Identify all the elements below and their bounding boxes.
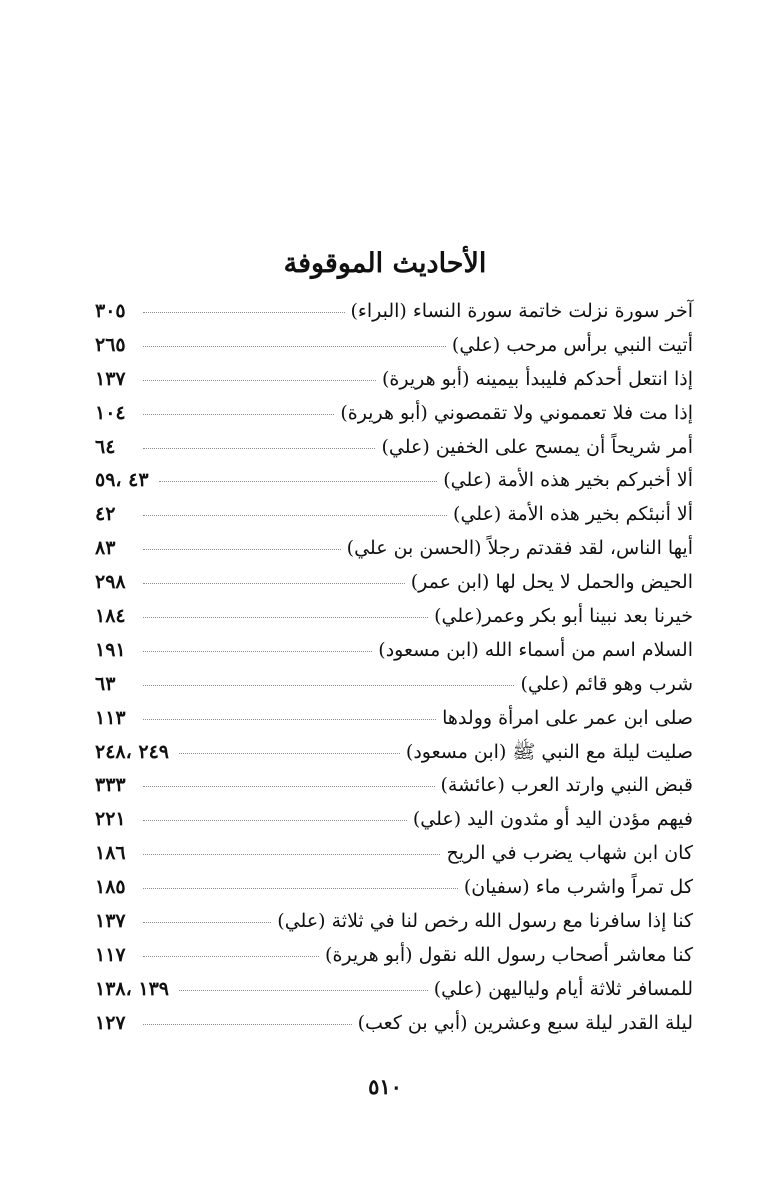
entry-text: كل تمراً واشرب ماء (سفيان) bbox=[463, 876, 693, 899]
entry-text: أتيت النبي برأس مرحب (علي) bbox=[451, 333, 693, 356]
entry-page-numbers: ١٩١ bbox=[95, 638, 126, 661]
dot-leader bbox=[179, 753, 400, 754]
entry-text: للمسافر ثلاثة أيام ولياليهن (علي) bbox=[433, 977, 693, 1000]
entry-page-numbers: ٦٤ bbox=[95, 435, 116, 458]
index-entry bbox=[95, 363, 693, 397]
entry-page-numbers: ٢٦٥ bbox=[95, 333, 126, 356]
dot-leader bbox=[143, 312, 345, 313]
index-entry bbox=[95, 431, 693, 465]
index-entry bbox=[95, 566, 693, 600]
dot-leader bbox=[143, 820, 407, 821]
entry-page-numbers: ١٢٧ bbox=[95, 1011, 126, 1034]
entry-text: إذا مت فلا تعمموني ولا تقمصوني (أبو هريرة) bbox=[340, 401, 693, 424]
page-number: ٥١٠ bbox=[368, 1074, 402, 1099]
entry-page-numbers: ٨٣ bbox=[95, 537, 116, 560]
index-entry bbox=[95, 498, 693, 532]
dot-leader bbox=[143, 922, 271, 923]
dot-leader bbox=[179, 990, 428, 991]
entry-page-numbers: ١٨٥ bbox=[95, 876, 126, 899]
entry-page-numbers: ١١٧ bbox=[95, 943, 126, 966]
entry-text: أمر شريحاً أن يمسح على الخفين (علي) bbox=[381, 435, 693, 458]
index-entry bbox=[95, 736, 693, 770]
entry-text: خيرنا بعد نبينا أبو بكر وعمر(علي) bbox=[434, 605, 693, 628]
dot-leader bbox=[143, 617, 428, 618]
index-entry bbox=[95, 295, 693, 329]
entry-text: كنا إذا سافرنا مع رسول الله رخص لنا في ثلاثة (علي) bbox=[277, 910, 693, 933]
entry-text: إذا انتعل أحدكم فليبدأ بيمينه (أبو هريرة) bbox=[382, 367, 693, 390]
dot-leader bbox=[143, 583, 405, 584]
dot-leader bbox=[143, 786, 435, 787]
entry-text: فيهم مؤدن اليد أو مثدون اليد (علي) bbox=[412, 808, 693, 831]
entry-text: أيها الناس، لقد فقدتم رجلاً (الحسن بن علي) bbox=[346, 537, 693, 560]
entry-text: ليلة القدر ليلة سبع وعشرين (أبي بن كعب) bbox=[357, 1011, 693, 1034]
entry-text: كان ابن شهاب يضرب في الريح bbox=[446, 842, 693, 865]
dot-leader bbox=[143, 1024, 352, 1025]
index-entry bbox=[95, 397, 693, 431]
dot-leader bbox=[143, 888, 458, 889]
index-entry bbox=[95, 973, 693, 1007]
entry-text: الحيض والحمل لا يحل لها (ابن عمر) bbox=[410, 571, 693, 594]
dot-leader bbox=[143, 448, 375, 449]
index-entry bbox=[95, 702, 693, 736]
entry-text: كنا معاشر أصحاب رسول الله نقول (أبو هريرة) bbox=[325, 943, 693, 966]
entry-page-numbers: ٢٩٨ bbox=[95, 571, 126, 594]
entry-page-numbers: ١٨٦ bbox=[95, 842, 126, 865]
dot-leader bbox=[143, 956, 319, 957]
dot-leader bbox=[143, 346, 446, 347]
section-title: الأحاديث الموقوفة bbox=[283, 248, 487, 279]
entry-page-numbers: ٣٠٥ bbox=[95, 300, 126, 322]
dot-leader bbox=[159, 481, 438, 482]
dot-leader bbox=[143, 854, 440, 855]
dot-leader bbox=[143, 549, 341, 550]
dot-leader bbox=[143, 719, 436, 720]
entry-page-numbers: ٣٣٣ bbox=[95, 774, 126, 797]
index-entry bbox=[95, 871, 693, 905]
entry-text: صليت ليلة مع النبي ﷺ (ابن مسعود) bbox=[405, 740, 693, 763]
entry-text: آخر سورة نزلت خاتمة سورة النساء (البراء) bbox=[350, 300, 693, 322]
index-entry bbox=[95, 939, 693, 973]
entry-page-numbers: ١٠٤ bbox=[95, 401, 126, 424]
entry-text: ألا أنبئكم بخير هذه الأمة (علي) bbox=[453, 503, 693, 526]
entry-page-numbers: ١٣٧ bbox=[95, 367, 126, 390]
index-entry bbox=[95, 464, 693, 498]
index-entry bbox=[95, 634, 693, 668]
entry-page-numbers: ٢٤٩ ،٢٤٨ bbox=[95, 740, 169, 763]
entry-page-numbers: ١١٣ bbox=[95, 706, 126, 729]
entry-text: شرب وهو قائم (علي) bbox=[520, 672, 693, 695]
index-entry bbox=[95, 532, 693, 566]
entry-text: ألا أخبركم بخير هذه الأمة (علي) bbox=[443, 469, 693, 492]
entry-page-numbers: ٢٢١ bbox=[95, 808, 126, 831]
index-entry bbox=[95, 803, 693, 837]
entry-text: صلى ابن عمر على امرأة وولدها bbox=[442, 706, 693, 729]
dot-leader bbox=[143, 414, 334, 415]
index-entry bbox=[95, 1007, 693, 1041]
hadith-index-list bbox=[95, 295, 693, 1041]
dot-leader bbox=[143, 380, 376, 381]
entry-text: قبض النبي وارتد العرب (عائشة) bbox=[440, 774, 693, 797]
dot-leader bbox=[143, 515, 447, 516]
index-entry bbox=[95, 769, 693, 803]
index-entry bbox=[95, 837, 693, 871]
index-entry bbox=[95, 905, 693, 939]
index-entry bbox=[95, 329, 693, 363]
entry-page-numbers: ٤٢ bbox=[95, 503, 116, 526]
index-entry bbox=[95, 600, 693, 634]
entry-page-numbers: ١٨٤ bbox=[95, 605, 126, 628]
entry-page-numbers: ٦٣ bbox=[95, 672, 116, 695]
dot-leader bbox=[143, 651, 372, 652]
index-entry bbox=[95, 668, 693, 702]
entry-text: السلام اسم من أسماء الله (ابن مسعود) bbox=[378, 638, 693, 661]
entry-page-numbers: ١٣٧ bbox=[95, 910, 126, 933]
dot-leader bbox=[143, 685, 514, 686]
entry-page-numbers: ١٣٩ ،١٣٨ bbox=[95, 977, 169, 1000]
entry-page-numbers: ٤٣ ،٥٩ bbox=[95, 469, 149, 492]
